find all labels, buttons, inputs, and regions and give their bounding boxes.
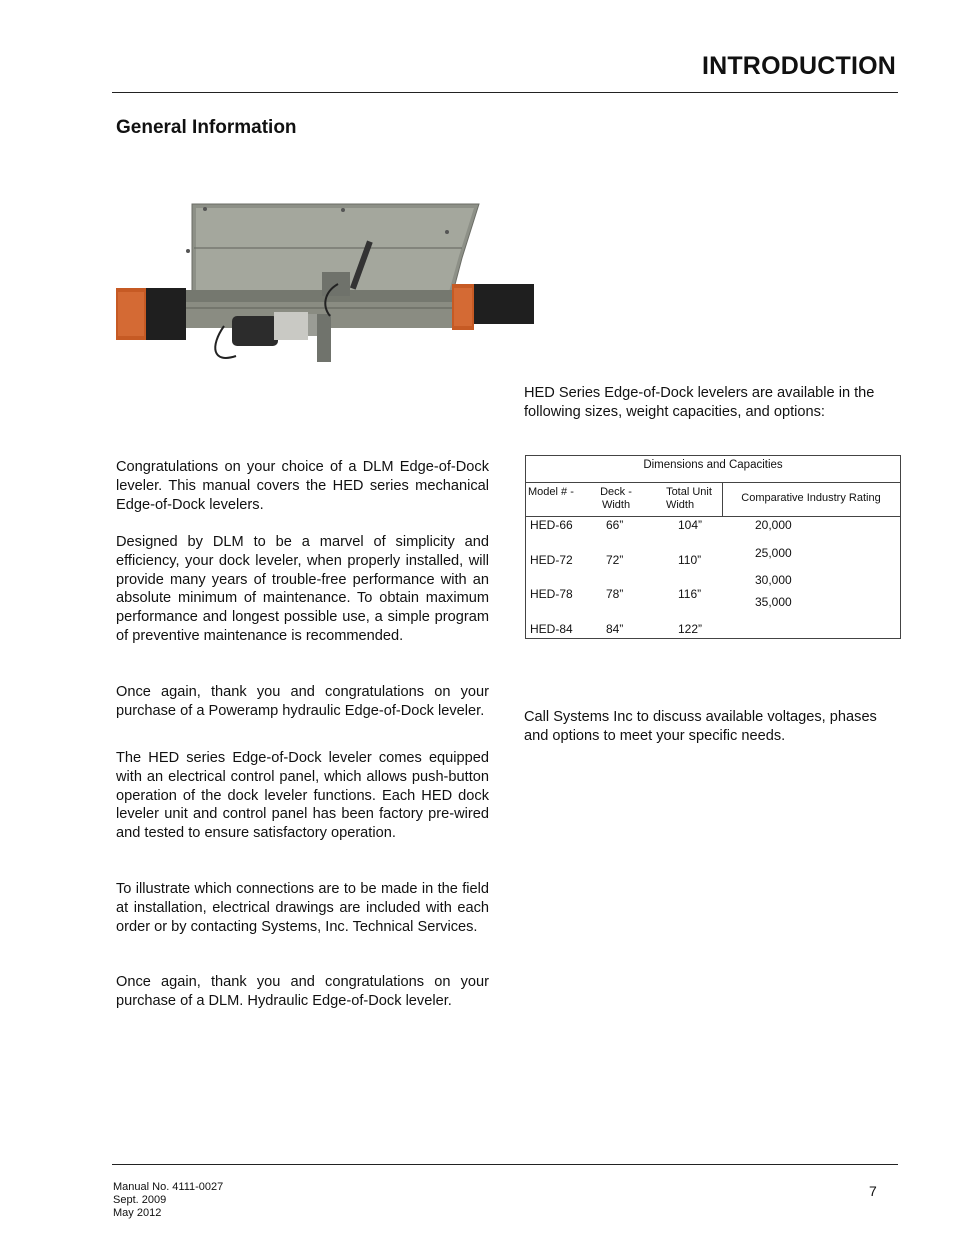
paragraph-thanks-dlm: Once again, thank you and congratulations on your purchase of a DLM. Hydraulic Edge-of-Dock leveler. (116, 974, 489, 1009)
manual-number: Manual No. 4111-0027 (113, 1181, 224, 1193)
availability-intro: HED Series Edge-of-Dock levelers are available in the following sizes, weight capacities, and options: (524, 385, 875, 420)
dimensions-table (525, 455, 901, 639)
cell-unit: 122” (678, 622, 703, 636)
revision-date: May 2012 (113, 1207, 162, 1219)
page-number: 7 (869, 1183, 877, 1199)
cell-deck: 66” (606, 518, 624, 532)
cell-unit: 110” (678, 553, 702, 567)
cell-model: HED-66 (530, 518, 573, 532)
paragraph-control-panel: The HED series Edge-of-Dock leveler comes equipped with an electrical control panel, which allows push-button operation of the dock leveler functions. Each HED dock leveler unit and control panel has been factory pre-wired and tested to ensure satisfactory operation. (116, 750, 489, 842)
header-model: Model # - (528, 486, 574, 498)
cell-rating: 35,000 (755, 595, 792, 609)
dock-leveler-photo (112, 196, 537, 368)
cell-rating: 30,000 (755, 573, 792, 587)
footer-info (113, 1181, 223, 1220)
cell-model: HED-72 (530, 553, 573, 567)
call-systems-note: Call Systems Inc to discuss available voltages, phases and options to meet your specific needs. (524, 709, 877, 744)
cell-model: HED-84 (530, 622, 573, 636)
footer-rule (112, 1164, 898, 1165)
header-unit-1: Total Unit (666, 486, 712, 498)
paragraph-design: Designed by DLM to be a marvel of simplicity and efficiency, your dock leveler, when properly installed, will provide many years of trouble-free performance with an absolute minimum of maintenance. To obtain maximum performance and longest possible use, a simple program of preventive maintenance is recommended. (116, 534, 489, 644)
header-unit-2: Width (665, 499, 695, 511)
cell-rating: 25,000 (755, 546, 792, 560)
paragraph-thanks-poweramp: Once again, thank you and congratulations on your purchase of a Poweramp hydraulic Edge-of-Dock leveler. (116, 684, 489, 719)
paragraph-electrical-drawings: To illustrate which connections are to be made in the field at installation, electrical drawings are included with each order or by contacting Systems, Inc. Technical Services. (116, 881, 489, 935)
cell-rating: 20,000 (755, 518, 792, 532)
header-rating: Comparative Industry Rating (741, 492, 881, 504)
cell-deck: 78” (606, 587, 624, 601)
cell-unit: 104” (678, 518, 703, 532)
header-deck-2: Width (601, 499, 631, 511)
header-deck-1: Deck - (600, 486, 632, 498)
subheading: General Information (116, 117, 297, 138)
cell-deck: 72” (606, 553, 624, 567)
issue-date: Sept. 2009 (113, 1194, 167, 1206)
section-title: INTRODUCTION (701, 52, 896, 80)
header-rule (112, 92, 898, 93)
cell-deck: 84” (606, 622, 624, 636)
cell-unit: 116” (678, 587, 702, 601)
paragraph-congratulations: Congratulations on your choice of a DLM Edge-of-Dock leveler. This manual covers the HED series mechanical Edge-of-Dock levelers. (116, 459, 489, 513)
cell-model: HED-78 (530, 587, 573, 601)
table-caption: Dimensions and Capacities (643, 459, 783, 471)
